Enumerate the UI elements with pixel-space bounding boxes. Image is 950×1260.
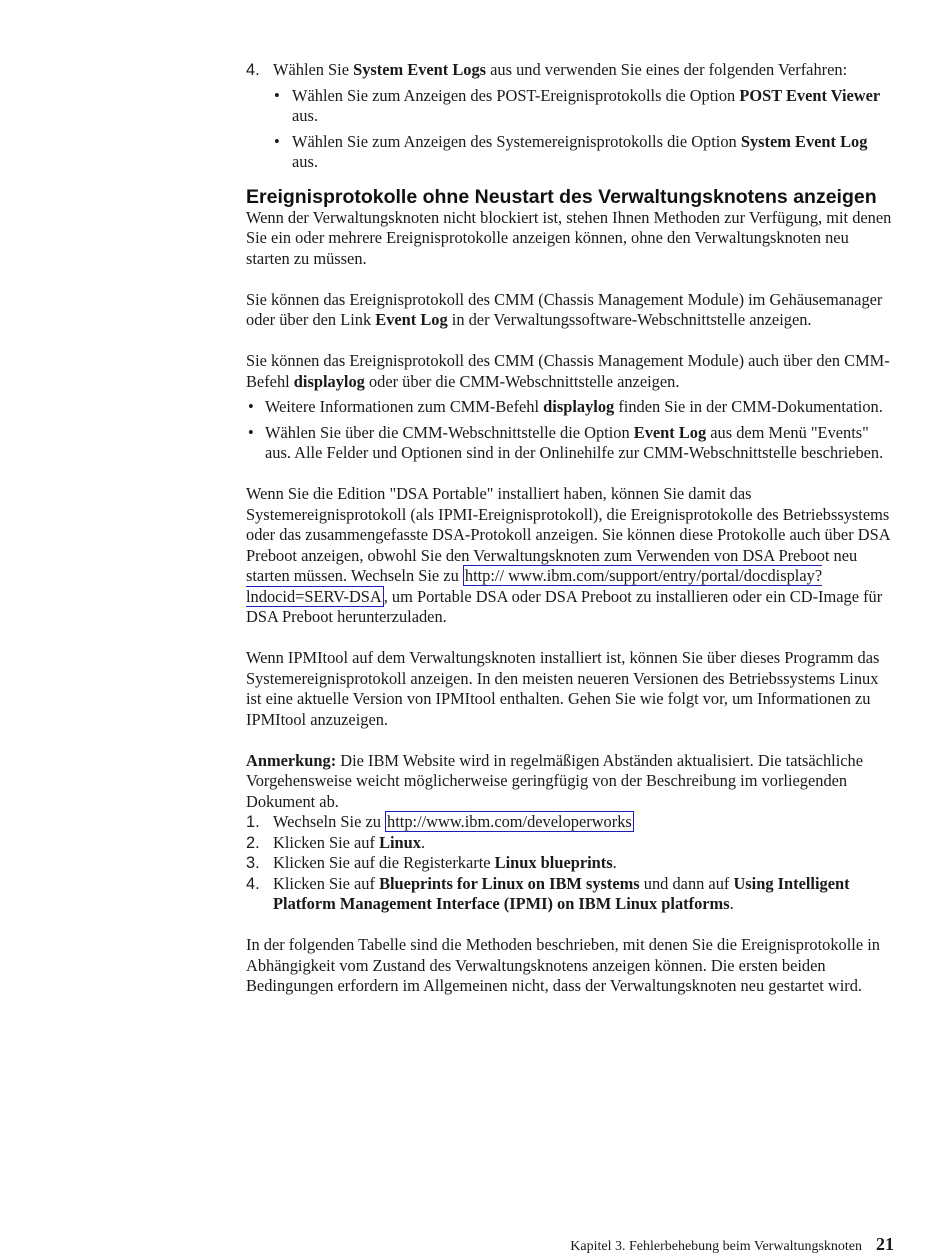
note: Anmerkung: Die IBM Website wird in regelmäßigen Abständen aktualisiert. Die tatsächliche Vorgehensweise weicht möglicherweise geringfügig von der Beschreibung im vorliegenden Dokument ab. [246,750,863,811]
paragraph-table-intro: In der folgenden Tabelle sind die Methoden beschrieben, mit denen Sie die Ereignisprotokolle in Abhängigkeit vom Zustand des Verwaltungsknotens anzeigen können. Die ersten beiden Bedingungen erfordern im Allgemeinen nicht, dass der Verwaltungsknoten neu gestartet wird. [246,935,880,995]
page-number: 21 [876,1234,894,1254]
developerworks-link[interactable]: http://www.ibm.com/developerworks [387,812,632,831]
paragraph-dsa: Wenn Sie die Edition "DSA Portable" installiert haben, können Sie damit das Systemereignisprotokoll (als IPMI-Ereignisprotokoll), die Ereignisprotokolle des Betriebssystems oder das zusammengefasste DSA-Protokoll anzeigen. Sie können diese Protokolle auch über DSA Preboot anzeigen, obwohl Sie den Verwaltungsknoten zum Verwenden von DSA Preboot neu starten müssen. Wechseln Sie zu http:// www.ibm.com/support/entry/portal/docdisplay?lndocid=SERV-DSA , um Portable DSA oder DSA Preboot zu installieren oder ein CD-Image für DSA Preboot herunterzuladen. [246,484,890,626]
paragraph-intro: Wenn der Verwaltungsknoten nicht blockiert ist, stehen Ihnen Methoden zur Verfügung, mit denen Sie ein oder mehrere Ereignisprotokolle anzeigen können, ohne den Verwaltungsknoten neu starten zu müssen. [246,207,892,268]
note-label: Anmerkung: [246,750,337,770]
bullet-icon: • [248,422,254,442]
list-number: 4. [246,61,260,79]
list-item-step-2: 2. Klicken Sie auf Linux. [246,832,426,852]
list-number: 4. [246,874,260,893]
sub-bullet-system-event: • Wählen Sie zum Anzeigen des Systemereignisprotokolls die Option System Event Log aus. [274,131,868,171]
bullet-icon: • [274,131,280,151]
list-number: 3. [246,854,260,872]
document-body [246,60,894,997]
bullet-displaylog: • Weitere Informationen zum CMM-Befehl displaylog finden Sie in der CMM-Dokumentation. [248,397,883,416]
bullet-event-log: • Wählen Sie über die CMM-Webschnittstelle die Option Event Log aus dem Menü "Events" aus. Alle Felder und Optionen sind in der Onlinehilfe zur CMM-Webschnittstelle beschrieben. [248,422,884,462]
dsa-link[interactable]: http:// www.ibm.com/support/entry/portal/docdisplay?lndocid=SERV-DSA [246,566,823,606]
list-number: 2. [246,833,260,852]
list-item-step-4: 4. Wählen Sie System Event Logs aus und verwenden Sie eines der folgenden Verfahren: [246,60,848,79]
list-item-step-1: 1. Wechseln Sie zu http://www.ibm.com/developerworks [246,812,632,831]
bullet-icon: • [248,397,254,416]
list-item-step-4b: 4. Klicken Sie auf Blueprints for Linux on IBM systems und dann auf Using Intelligent Platform Management Interface (IPMI) on IBM Linux platforms. [246,873,850,913]
paragraph-ipmitool: Wenn IPMItool auf dem Verwaltungsknoten installiert ist, können Sie über dieses Programm das Systemereignisprotokoll anzeigen. In den meisten neueren Versionen des Betriebssystems Linux ist eine aktuelle Version von IPMItool enthalten. Gehen Sie wie folgt vor, um Informationen zu IPMItool anzuzeigen. [246,648,880,729]
section-heading: Ereignisprotokolle ohne Neustart des Verwaltungsknotens anzeigen [246,185,877,208]
paragraph-cmm-gui: Sie können das Ereignisprotokoll des CMM (Chassis Management Module) im Gehäusemanager oder über den Link Event Log in der Verwaltungssoftware-Webschnittstelle anzeigen. [246,289,883,329]
paragraph-cmm-command: Sie können das Ereignisprotokoll des CMM (Chassis Management Module) auch über den CMM-Befehl displaylog oder über die CMM-Webschnittstelle anzeigen. [246,351,890,391]
list-number: 1. [246,813,260,831]
bullet-icon: • [274,85,280,105]
page-footer [570,1234,894,1255]
sub-bullet-post-event: • Wählen Sie zum Anzeigen des POST-Ereignisprotokolls die Option POST Event Viewer aus. [274,85,881,125]
chapter-title: Kapitel 3. Fehlerbehebung beim Verwaltungsknoten [570,1239,862,1254]
list-item-step-3: 3. Klicken Sie auf die Registerkarte Linux blueprints. [246,853,617,872]
